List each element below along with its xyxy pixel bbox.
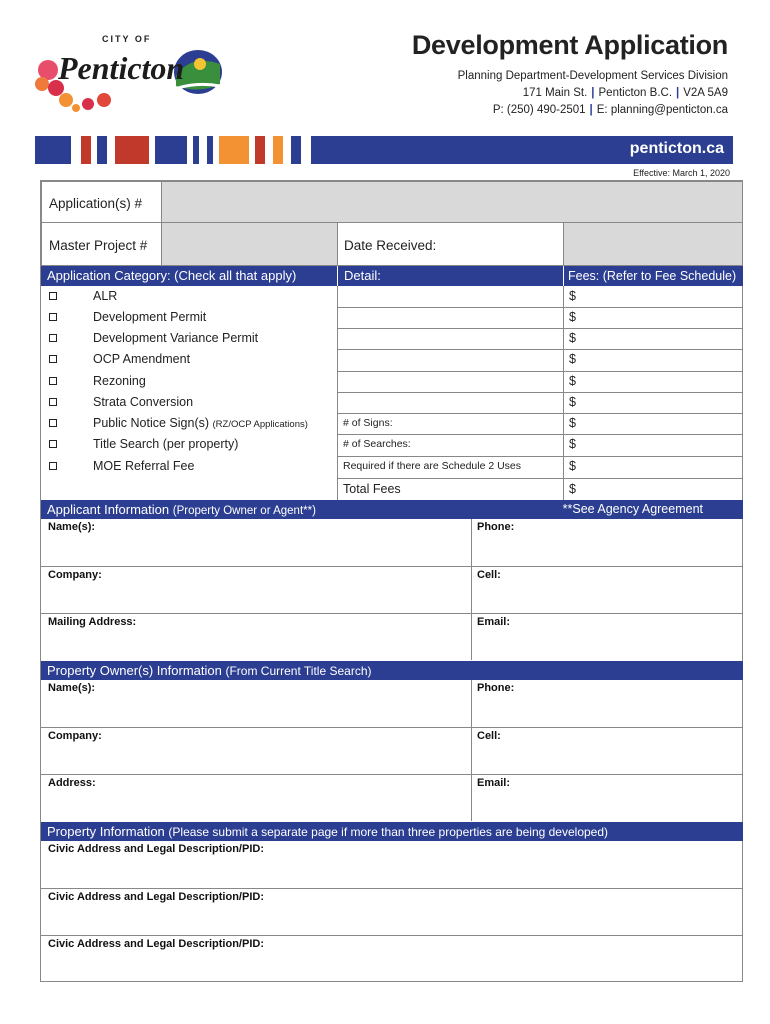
checkbox-alr[interactable] xyxy=(49,292,57,300)
checkbox-rezoning[interactable] xyxy=(49,377,57,385)
checkbox-development-permit[interactable] xyxy=(49,313,57,321)
master-project-label-cell xyxy=(41,222,162,266)
owner-cell-field[interactable] xyxy=(472,742,743,774)
detail-signs-label: # of Signs: xyxy=(343,417,393,429)
fee-dollar: $ xyxy=(569,374,576,388)
category-item-text: Public Notice Sign(s) xyxy=(93,416,210,430)
detail-moe-label: Required if there are Schedule 2 Uses xyxy=(343,460,522,472)
applicant-header-note: (Property Owner or Agent**) xyxy=(172,505,316,517)
address-street: 171 Main St. xyxy=(522,87,588,99)
property-section xyxy=(41,841,743,982)
fee-dollar: $ xyxy=(569,459,576,473)
applicant-mailing-field[interactable] xyxy=(41,628,471,660)
owner-company-field[interactable] xyxy=(41,742,471,774)
separator: | xyxy=(591,87,595,99)
email-link[interactable]: E: planning@penticton.ca xyxy=(596,104,728,116)
applications-label: Application(s) # xyxy=(49,196,143,211)
owner-email-label: Email: xyxy=(477,777,511,789)
date-received-label: Date Received: xyxy=(344,238,437,253)
property-header xyxy=(41,822,743,841)
fee-dollar: $ xyxy=(569,437,576,451)
owner-address-label: Address: xyxy=(48,777,96,789)
master-project-field[interactable] xyxy=(161,222,338,266)
applications-field[interactable] xyxy=(161,181,743,223)
checkbox-strata-conversion[interactable] xyxy=(49,398,57,406)
category-item-label: Title Search (per property) xyxy=(93,437,239,451)
applicant-company-label: Company: xyxy=(48,569,102,581)
category-item-label: ALR xyxy=(93,289,118,303)
owner-name-field[interactable] xyxy=(41,694,471,727)
owner-header-title: Property Owner(s) Information xyxy=(47,663,222,678)
category-header: Application Category: (Check all that apply) xyxy=(41,266,338,286)
fee-dollar: $ xyxy=(569,416,576,430)
category-table xyxy=(41,286,743,479)
checkbox-moe-referral-fee[interactable] xyxy=(49,462,57,470)
city-logo xyxy=(30,28,230,118)
owner-company-label: Company: xyxy=(48,730,102,742)
owner-cell-label: Cell: xyxy=(477,730,501,742)
checkbox-ocp-amendment[interactable] xyxy=(49,355,57,363)
checkbox-public-notice-signs[interactable] xyxy=(49,419,57,427)
category-item-label: Rezoning xyxy=(93,374,146,388)
applicant-section xyxy=(41,519,743,660)
agency-note: **See Agency Agreement xyxy=(562,502,703,516)
department: Planning Department-Development Services Division xyxy=(457,70,728,82)
address-city: Penticton B.C. xyxy=(598,87,673,99)
applicant-cell-label: Cell: xyxy=(477,569,501,581)
fee-dollar: $ xyxy=(569,352,576,366)
category-item-label: Development Variance Permit xyxy=(93,331,259,345)
owner-phone-label: Phone: xyxy=(477,682,515,694)
date-received-label-cell xyxy=(337,222,564,266)
fees-header: Fees: (Refer to Fee Schedule) xyxy=(564,266,743,286)
applicant-header-title: Applicant Information xyxy=(47,502,170,517)
separator: | xyxy=(589,104,593,116)
contact-line xyxy=(493,104,728,116)
logo-city-of: CITY OF xyxy=(102,34,152,44)
date-received-field[interactable] xyxy=(563,222,743,266)
property-header-title: Property Information xyxy=(47,824,165,839)
detail-header: Detail: xyxy=(338,266,564,286)
category-item-label xyxy=(93,416,308,430)
fee-dollar: $ xyxy=(569,395,576,409)
category-item-label: Development Permit xyxy=(93,310,207,324)
owner-header xyxy=(41,661,743,680)
owner-header-note: (From Current Title Search) xyxy=(225,664,372,678)
fee-dollar: $ xyxy=(569,331,576,345)
logo-name: Penticton xyxy=(58,50,185,86)
application-form xyxy=(40,180,743,982)
property-header-note: (Please submit a separate page if more than three properties are being developed) xyxy=(168,825,609,839)
civic-address-label-3: Civic Address and Legal Description/PID: xyxy=(48,938,264,950)
effective-date: Effective: March 1, 2020 xyxy=(633,168,730,178)
address-line xyxy=(523,87,728,99)
owner-name-label: Name(s): xyxy=(48,682,96,694)
owner-address-field[interactable] xyxy=(41,789,471,821)
total-fees-row xyxy=(41,479,743,500)
civic-address-label-1: Civic Address and Legal Description/PID: xyxy=(48,843,264,855)
civic-address-field-1[interactable] xyxy=(41,855,743,888)
category-item-label: MOE Referral Fee xyxy=(93,459,195,473)
page-title: Development Application xyxy=(411,30,728,60)
fee-dollar: $ xyxy=(569,310,576,324)
fee-dollar: $ xyxy=(569,289,576,303)
owner-email-field[interactable] xyxy=(472,789,743,821)
applications-label-cell xyxy=(41,181,162,223)
applicant-email-field[interactable] xyxy=(472,628,743,660)
total-fees-dollar: $ xyxy=(569,482,576,496)
color-stripe-bar xyxy=(35,136,733,164)
civic-address-field-3[interactable] xyxy=(41,950,743,982)
master-project-label: Master Project # xyxy=(49,238,148,253)
total-fees-label: Total Fees xyxy=(343,482,401,496)
category-item-label: OCP Amendment xyxy=(93,352,191,366)
applicant-phone-field[interactable] xyxy=(472,533,743,566)
owner-section xyxy=(41,680,743,821)
address-postal: V2A 5A9 xyxy=(683,87,728,99)
civic-address-label-2: Civic Address and Legal Description/PID: xyxy=(48,891,264,903)
applicant-name-field[interactable] xyxy=(41,533,471,566)
civic-address-field-2[interactable] xyxy=(41,903,743,935)
applicant-email-label: Email: xyxy=(477,616,511,628)
detail-searches-label: # of Searches: xyxy=(343,438,411,450)
checkbox-development-variance-permit[interactable] xyxy=(49,334,57,342)
applicant-name-label: Name(s): xyxy=(48,521,96,533)
applicant-company-field[interactable] xyxy=(41,581,471,613)
category-item-label: Strata Conversion xyxy=(93,395,194,409)
website-link[interactable]: penticton.ca xyxy=(629,140,724,157)
applicant-cell-field[interactable] xyxy=(472,581,743,613)
owner-phone-field[interactable] xyxy=(472,694,743,727)
applicant-mailing-label: Mailing Address: xyxy=(48,616,137,628)
checkbox-title-search[interactable] xyxy=(49,440,57,448)
applicant-phone-label: Phone: xyxy=(477,521,515,533)
category-item-note: (RZ/OCP Applications) xyxy=(212,419,308,430)
applicant-header xyxy=(41,500,743,519)
separator: | xyxy=(676,87,680,99)
phone-text: P: (250) 490-2501 xyxy=(492,104,586,116)
